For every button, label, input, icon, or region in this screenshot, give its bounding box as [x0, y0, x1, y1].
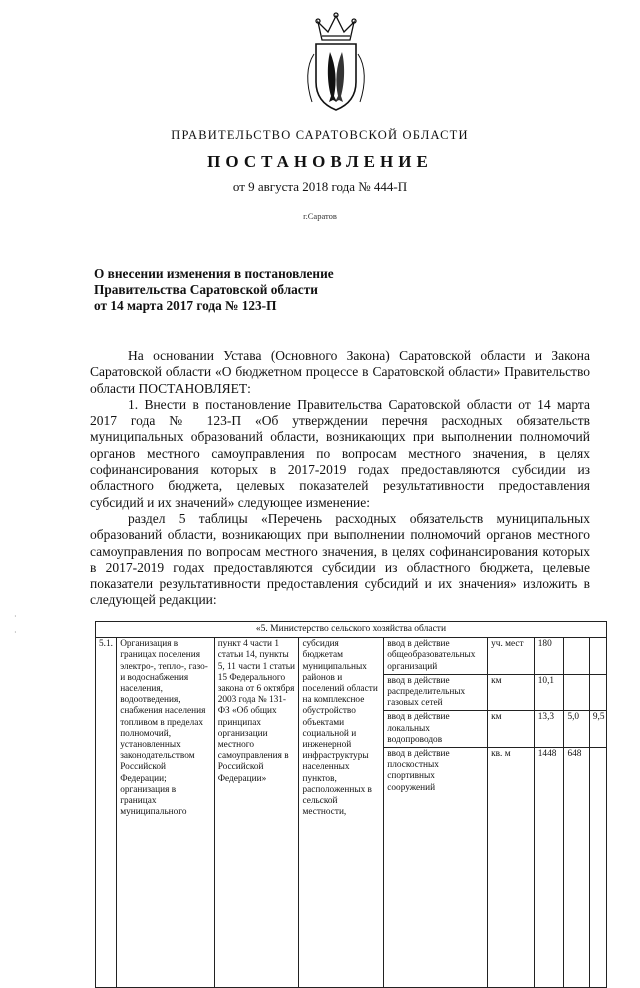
title-line-3: от 14 марта 2017 года № 123-П: [94, 298, 277, 313]
scan-margin-mark: ·: [14, 628, 17, 637]
indicator-value-2: 5,0: [564, 711, 589, 748]
indicator-name: ввод в действие распределительных газовых сетей: [384, 674, 488, 711]
indicator-value-1: 10,1: [534, 674, 564, 711]
section-title: «5. Министерство сельского хозяйства области: [96, 622, 607, 638]
obligations-table: [95, 621, 607, 988]
indicator-name: ввод в действие плоскостных спортивных сооружений: [384, 748, 488, 988]
body-paragraph-3: раздел 5 таблицы «Перечень расходных обязательств муниципальных образований области, возникающих при выполнении полномочий органов местного самоуправления по вопросам местного значения, в целях софинансирования которых в 2017-2019 годах предоставляются субсидии из областного бюджета, целевые показатели результативности предоставления субсидий и их значения» изложить в следующей редакции:: [90, 510, 590, 608]
indicator-name: ввод в действие общеобразовательных организаций: [384, 638, 488, 675]
document-date-number: от 9 августа 2018 года № 444-П: [232, 179, 408, 194]
coat-of-arms-emblem: [300, 10, 372, 118]
body-paragraph-1: На основании Устава (Основного Закона) Саратовской области и Закона Саратовской области «О бюджетном процессе в Саратовской области» Правительство области ПОСТАНОВЛЯЕТ:: [90, 348, 590, 396]
body-paragraph-2: 1. Внести в постановление Правительства Саратовской области от 14 марта 2017 года № 123-П «Об утверждении перечня расходных обязательств муниципальных образований области, возникающих при выполнении полномочий органов местного самоуправления по вопросам местного значения, в целях софинансирования которых в 2017-2019 годах предоставляются субсидии из областного бюджета, целевых показателей результативности предоставления субсидий и их значений» следующее изменение:: [90, 396, 590, 510]
indicator-value-1: 1448: [534, 748, 564, 988]
table-row: [96, 638, 607, 675]
document-title: [94, 266, 334, 314]
government-name: ПРАВИТЕЛЬСТВО САРАТОВСКОЙ ОБЛАСТИ: [171, 128, 469, 142]
indicator-value-3: [589, 638, 606, 675]
indicator-unit: кв. м: [488, 748, 535, 988]
indicator-value-3: 9,5: [589, 711, 606, 748]
indicator-value-3: [589, 748, 606, 988]
indicator-unit: км: [488, 711, 535, 748]
indicator-value-2: [564, 638, 589, 675]
indicator-unit: уч. мест: [488, 638, 535, 675]
indicator-value-1: 180: [534, 638, 564, 675]
title-line-1: О внесении изменения в постановление: [94, 266, 334, 281]
document-city: г.Саратов: [303, 211, 337, 221]
indicator-value-2: 648: [564, 748, 589, 988]
title-line-2: Правительства Саратовской области: [94, 282, 318, 297]
indicator-value-2: [564, 674, 589, 711]
row-number: 5.1.: [96, 638, 117, 988]
document-type: ПОСТАНОВЛЕНИЕ: [207, 152, 433, 171]
indicator-value-1: 13,3: [534, 711, 564, 748]
table-section-row: [96, 622, 607, 638]
purpose-cell: субсидия бюджетам муниципальных районов и поселений области на комплексное обустройство объектами социальной и инженерной инфраструктуры населенных пунктов, расположенных в сельской местности,: [299, 638, 384, 988]
scan-margin-mark: ·: [14, 612, 17, 621]
document-body: [90, 348, 590, 609]
legal-basis-cell: пункт 4 части 1 статьи 14, пункты 5, 11 части 1 статьи 15 Федерального закона от 6 октября 2003 года № 131-ФЗ «Об общих принципах организации местного самоуправления в Российской Федерации»: [214, 638, 299, 988]
indicator-value-3: [589, 674, 606, 711]
indicator-name: ввод в действие локальных водопроводов: [384, 711, 488, 748]
indicator-unit: км: [488, 674, 535, 711]
obligation-cell: Организация в границах поселения электро-, тепло-, газо- и водоснабжения населения, водоотведения, снабжения населения топливом в пределах полномочий, установленных законодательством Российской Федерации; организация в границах муниципального: [117, 638, 215, 988]
